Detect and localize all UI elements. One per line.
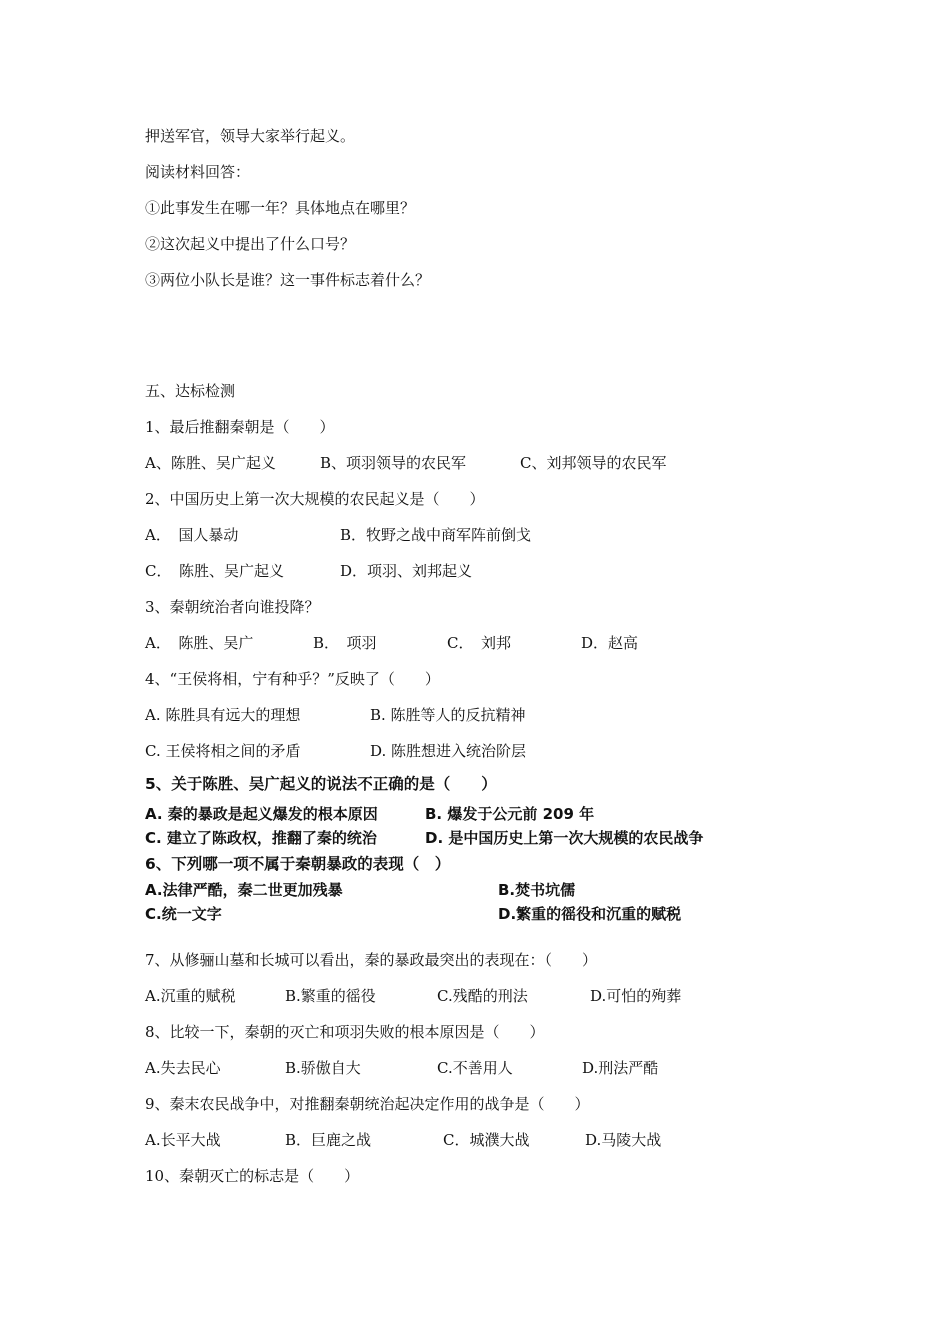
option-d: D．赵高	[581, 634, 639, 652]
reading-question-1: ①此事发生在哪一年？具体地点在哪里？	[145, 199, 416, 217]
section-title: 五、达标检测	[145, 382, 236, 400]
option-a: A.长平大战	[145, 1131, 221, 1149]
options-row	[145, 1130, 905, 1150]
option-c: C. 建立了陈政权，推翻了秦的统治	[145, 829, 377, 847]
option-a: A、陈胜、吴广起义	[145, 454, 276, 472]
paragraph-line: 押送军官，领导大家举行起义。	[145, 127, 356, 145]
options-row	[145, 741, 905, 761]
question-8: 8、比较一下，秦朝的灭亡和项羽失败的根本原因是（ ）	[145, 1023, 545, 1041]
option-a: A.沉重的赋税	[145, 987, 236, 1005]
options-row	[145, 828, 905, 848]
options-row	[145, 453, 905, 473]
question-7: 7、从修骊山墓和长城可以看出，秦的暴政最突出的表现在：（ ）	[145, 951, 598, 969]
paragraph-line: 阅读材料回答：	[145, 163, 251, 181]
option-a: A． 国人暴动	[145, 526, 239, 544]
option-b: B．巨鹿之战	[285, 1131, 372, 1149]
option-c: C、刘邦领导的农民军	[520, 454, 667, 472]
question-2: 2、中国历史上第一次大规模的农民起义是（ ）	[145, 490, 485, 508]
option-c: C.残酷的刑法	[437, 987, 528, 1005]
option-b: B、项羽领导的农民军	[320, 454, 467, 472]
option-c: C． 刘邦	[447, 634, 511, 652]
option-d: D.繁重的徭役和沉重的赋税	[498, 905, 682, 923]
options-row	[145, 561, 905, 581]
question-5: 5、关于陈胜、吴广起义的说法不正确的是（ ）	[145, 775, 497, 793]
option-c: C. 王侯将相之间的矛盾	[145, 742, 301, 760]
options-row	[145, 633, 905, 653]
option-c: C.不善用人	[437, 1059, 513, 1077]
options-row	[145, 525, 905, 545]
options-row	[145, 880, 905, 900]
options-row	[145, 986, 905, 1006]
question-10: 10、秦朝灭亡的标志是（ ）	[145, 1167, 360, 1185]
options-row	[145, 804, 905, 824]
option-a: A. 陈胜具有远大的理想	[145, 706, 301, 724]
option-b: B. 陈胜等人的反抗精神	[370, 706, 526, 724]
question-3: 3、秦朝统治者向谁投降？	[145, 598, 320, 616]
option-d: D.刑法严酷	[582, 1059, 659, 1077]
option-a: A.法律严酷，秦二世更加残暴	[145, 881, 343, 899]
option-b: B. 爆发于公元前 209 年	[425, 805, 595, 823]
option-d: D. 是中国历史上第一次大规模的农民战争	[425, 829, 704, 847]
options-row	[145, 1058, 905, 1078]
option-d: D.可怕的殉葬	[590, 987, 682, 1005]
option-b: B．牧野之战中商军阵前倒戈	[340, 526, 532, 544]
question-4: 4、“王侯将相，宁有种乎？”反映了（ ）	[145, 670, 440, 688]
option-b: B.骄傲自大	[285, 1059, 361, 1077]
option-a: A.失去民心	[145, 1059, 221, 1077]
question-9: 9、秦末农民战争中，对推翻秦朝统治起决定作用的战争是（ ）	[145, 1095, 590, 1113]
option-d: D. 陈胜想进入统治阶层	[370, 742, 527, 760]
option-a: A. 秦的暴政是起义爆发的根本原因	[145, 805, 378, 823]
question-1: 1、最后推翻秦朝是（ ）	[145, 418, 335, 436]
option-a: A． 陈胜、吴广	[145, 634, 254, 652]
option-c: C． 陈胜、吴广起义	[145, 562, 284, 580]
option-c: C．城濮大战	[443, 1131, 530, 1149]
option-b: B.焚书坑儒	[498, 881, 576, 899]
reading-question-3: ③两位小队长是谁？这一事件标志着什么？	[145, 271, 431, 289]
option-d: D．项羽、刘邦起义	[340, 562, 473, 580]
question-6: 6、下列哪一项不属于秦朝暴政的表现（ ）	[145, 855, 451, 873]
reading-question-2: ②这次起义中提出了什么口号？	[145, 235, 356, 253]
options-row	[145, 904, 905, 924]
option-c: C.统一文字	[145, 905, 222, 923]
options-row	[145, 705, 905, 725]
option-b: B． 项羽	[313, 634, 377, 652]
option-d: D.马陵大战	[585, 1131, 662, 1149]
option-b: B.繁重的徭役	[285, 987, 376, 1005]
